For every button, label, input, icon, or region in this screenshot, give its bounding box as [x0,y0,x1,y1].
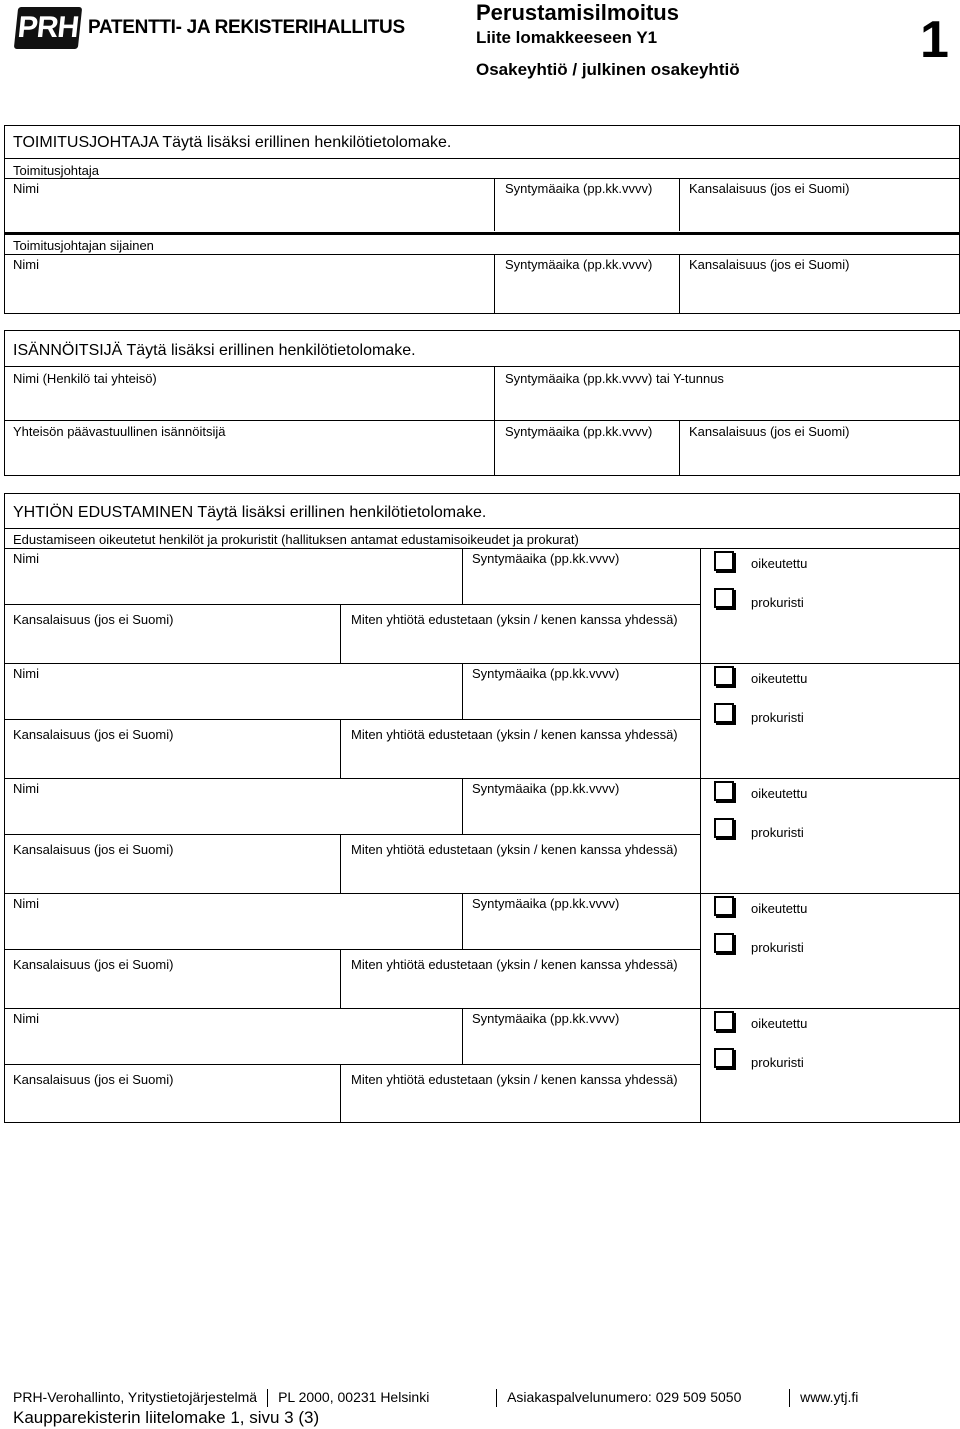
responsible-name-field[interactable] [10,441,488,473]
ceo-birth-field[interactable] [500,196,672,228]
deputy-citizenship-field[interactable] [685,273,955,309]
rep-1-authorized-checkbox[interactable] [714,551,734,571]
ceo-citizenship-label: Kansalaisuus (jos ei Suomi) [689,181,850,196]
rep-1-authorized-label: oikeutettu [751,556,808,571]
divider [340,604,341,663]
rep-2-birth-field[interactable] [468,683,694,715]
deputy-name-field[interactable] [10,273,488,309]
rep-1-birth-field[interactable] [468,568,694,600]
ceo-heading: TOIMITUSJOHTAJA Täytä lisäksi erillinen henkilötietolomake. [13,134,452,151]
rep-5-how-field[interactable] [346,1088,696,1120]
rep-4-name-label: Nimi [13,896,39,911]
divider [462,778,463,834]
responsible-manager-label: Yhteisön päävastuullinen isännöitsijä [13,424,226,439]
form-title: Perustamisilmoitus [476,0,679,25]
divider [340,719,341,778]
responsible-citizenship-field[interactable] [685,441,955,473]
divider [700,1008,701,1123]
divider [4,1008,960,1009]
rep-5-citizenship-label: Kansalaisuus (jos ei Suomi) [13,1072,174,1087]
prh-logo-text: PATENTTI- JA REKISTERIHALLITUS [88,17,405,38]
prh-logo-mark: PRH [14,7,82,49]
rep-3-procurator-label: prokuristi [751,825,804,840]
footer-phone: Asiakaspalvelunumero: 029 509 5050 [507,1389,742,1405]
rep-2-how-field[interactable] [346,743,696,775]
form-subtitle: Liite lomakkeeseen Y1 [476,28,658,47]
company-type: Osakeyhtiö / julkinen osakeyhtiö [476,60,740,79]
divider [4,158,960,159]
rep-1-name-label: Nimi [13,551,39,566]
footer-web-link[interactable]: www.ytj.fi [800,1389,859,1405]
footer-separator [496,1389,497,1407]
rep-5-procurator-checkbox[interactable] [714,1048,734,1068]
ceo-label: Toimitusjohtaja [13,163,99,178]
deputy-birth-field[interactable] [500,273,672,309]
rep-1-name-field[interactable] [10,568,456,600]
rep-2-birth-label: Syntymäaika (pp.kk.vvvv) [472,666,620,681]
ceo-citizenship-field[interactable] [685,196,955,228]
rep-4-how-field[interactable] [346,973,696,1005]
rep-3-citizenship-label: Kansalaisuus (jos ei Suomi) [13,842,174,857]
rep-5-name-label: Nimi [13,1011,39,1026]
divider [462,893,463,949]
deputy-citizenship-label: Kansalaisuus (jos ei Suomi) [689,257,850,272]
footer [13,1389,858,1407]
rep-1-procurator-label: prokuristi [751,595,804,610]
rep-3-authorized-label: oikeutettu [751,786,808,801]
divider [4,178,960,179]
rep-1-citizenship-field[interactable] [10,628,334,660]
rep-5-birth-label: Syntymäaika (pp.kk.vvvv) [472,1011,620,1026]
manager-birth-id-label: Syntymäaika (pp.kk.vvvv) tai Y-tunnus [505,371,724,386]
divider [679,178,680,231]
divider [679,254,680,314]
ceo-name-field[interactable] [10,196,488,228]
divider [4,719,701,720]
divider [4,834,701,835]
footer-separator [789,1389,790,1407]
responsible-birth-label: Syntymäaika (pp.kk.vvvv) [505,424,653,439]
deputy-label: Toimitusjohtajan sijainen [13,238,154,253]
divider [700,778,701,893]
rep-2-citizenship-label: Kansalaisuus (jos ei Suomi) [13,727,174,742]
divider [4,528,960,529]
deputy-name-label: Nimi [13,257,39,272]
page-number: 1 [920,11,949,69]
ceo-birth-label: Syntymäaika (pp.kk.vvvv) [505,181,653,196]
responsible-birth-field[interactable] [500,441,672,473]
rep-2-name-field[interactable] [10,683,456,715]
rep-4-birth-field[interactable] [468,913,694,945]
rep-3-how-field[interactable] [346,858,696,890]
rep-1-birth-label: Syntymäaika (pp.kk.vvvv) [472,551,620,566]
ceo-name-label: Nimi [13,181,39,196]
divider [494,254,495,314]
footer-org: PRH-Verohallinto, Yritystietojärjestelmä [13,1389,258,1405]
divider [340,1064,341,1123]
divider [4,1064,701,1065]
rep-2-authorized-checkbox[interactable] [714,666,734,686]
rep-1-how-label: Miten yhtiötä edustetaan (yksin / kenen kanssa yhdessä) [351,612,678,627]
divider [4,893,960,894]
divider [4,949,701,950]
manager-heading: ISÄNNÖITSIJÄ Täytä lisäksi erillinen henkilötietolomake. [13,342,416,359]
divider [4,232,960,235]
divider [340,834,341,893]
divider [4,604,701,605]
divider [462,663,463,719]
divider [494,178,495,231]
rep-5-birth-field[interactable] [468,1028,694,1060]
rep-5-authorized-label: oikeutettu [751,1016,808,1031]
divider [340,949,341,1008]
responsible-citizenship-label: Kansalaisuus (jos ei Suomi) [689,424,850,439]
manager-name-field[interactable] [10,387,488,417]
divider [4,548,960,549]
rep-4-birth-label: Syntymäaika (pp.kk.vvvv) [472,896,620,911]
footer-separator [267,1389,268,1407]
rep-4-authorized-checkbox[interactable] [714,896,734,916]
rep-3-name-label: Nimi [13,781,39,796]
rep-1-procurator-checkbox[interactable] [714,588,734,608]
rep-4-citizenship-label: Kansalaisuus (jos ei Suomi) [13,957,174,972]
manager-name-label: Nimi (Henkilö tai yhteisö) [13,371,157,386]
rep-2-citizenship-field[interactable] [10,743,334,775]
manager-birth-id-field[interactable] [500,387,955,417]
footer-address: PL 2000, 00231 Helsinki [278,1389,430,1405]
divider [679,420,680,476]
divider [494,366,495,420]
rep-5-procurator-label: prokuristi [751,1055,804,1070]
rep-1-citizenship-label: Kansalaisuus (jos ei Suomi) [13,612,174,627]
rep-5-authorized-checkbox[interactable] [714,1011,734,1031]
rep-3-birth-field[interactable] [468,798,694,830]
rep-3-birth-label: Syntymäaika (pp.kk.vvvv) [472,781,620,796]
rep-2-name-label: Nimi [13,666,39,681]
rep-3-procurator-checkbox[interactable] [714,818,734,838]
divider [4,366,960,367]
rep-4-citizenship-field[interactable] [10,973,334,1005]
prh-logo [16,6,405,50]
divider [462,548,463,604]
divider [700,663,701,778]
rep-3-citizenship-field[interactable] [10,858,334,890]
deputy-birth-label: Syntymäaika (pp.kk.vvvv) [505,257,653,272]
representation-subheading: Edustamiseen oikeutetut henkilöt ja prokuristit (hallituksen antamat edustamisoikeudet ja prokurat) [13,532,579,547]
rep-5-how-label: Miten yhtiötä edustetaan (yksin / kenen kanssa yhdessä) [351,1072,678,1087]
divider [700,893,701,1008]
rep-2-authorized-label: oikeutettu [751,671,808,686]
rep-4-procurator-checkbox[interactable] [714,933,734,953]
rep-2-how-label: Miten yhtiötä edustetaan (yksin / kenen kanssa yhdessä) [351,727,678,742]
rep-4-name-field[interactable] [10,913,456,945]
divider [4,420,960,421]
rep-2-procurator-checkbox[interactable] [714,703,734,723]
rep-3-authorized-checkbox[interactable] [714,781,734,801]
rep-5-name-field[interactable] [10,1028,456,1060]
form-identifier: Kaupparekisterin liitelomake 1, sivu 3 (3) [13,1408,320,1427]
representation-heading: YHTIÖN EDUSTAMINEN Täytä lisäksi erillinen henkilötietolomake. [13,504,487,521]
rep-5-citizenship-field[interactable] [10,1088,334,1120]
rep-3-how-label: Miten yhtiötä edustetaan (yksin / kenen kanssa yhdessä) [351,842,678,857]
rep-4-procurator-label: prokuristi [751,940,804,955]
divider [4,778,960,779]
rep-3-name-field[interactable] [10,798,456,830]
divider [4,254,960,255]
divider [4,663,960,664]
rep-4-authorized-label: oikeutettu [751,901,808,916]
rep-4-how-label: Miten yhtiötä edustetaan (yksin / kenen kanssa yhdessä) [351,957,678,972]
rep-2-procurator-label: prokuristi [751,710,804,725]
divider [462,1008,463,1064]
divider [494,420,495,476]
rep-1-how-field[interactable] [346,628,696,660]
divider [700,548,701,663]
